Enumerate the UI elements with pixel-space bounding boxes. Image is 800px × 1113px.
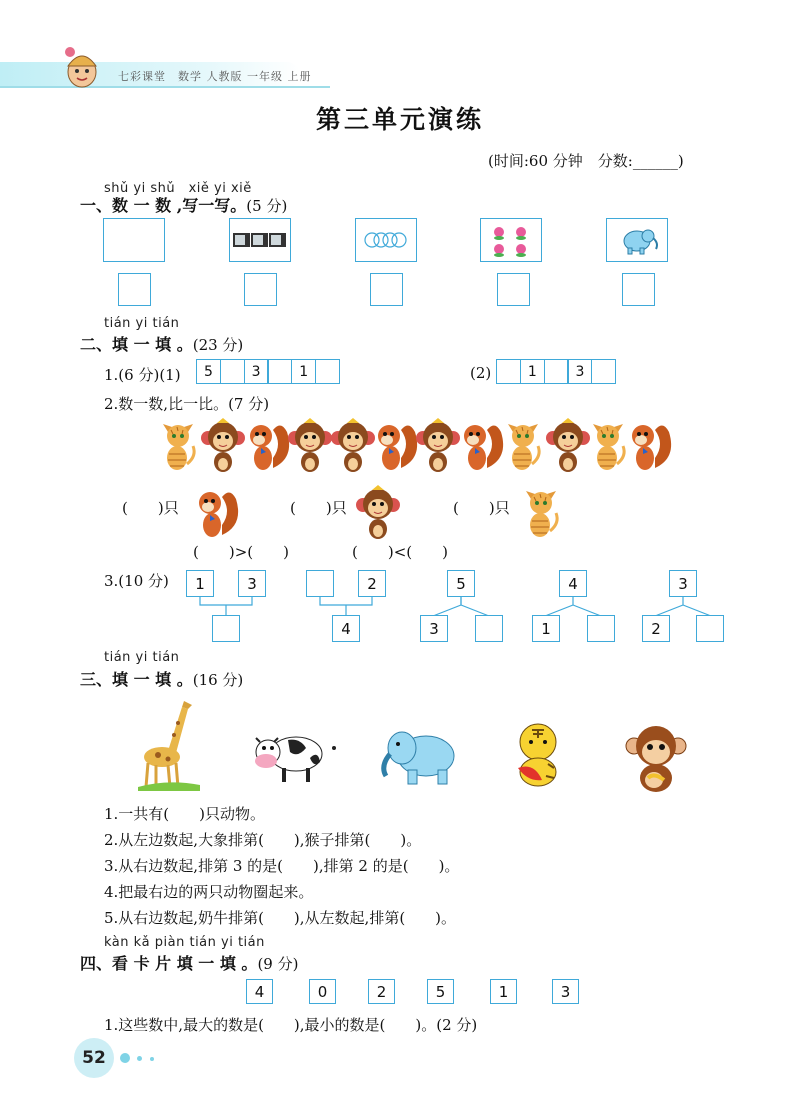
seq-cell[interactable]: 3 — [244, 359, 269, 384]
q3-label: 3.(10 分) — [104, 572, 169, 590]
s3-question-2: 2.从左边数起,大象排第( ),猴子排第( )。 — [104, 831, 422, 849]
bond-cell[interactable] — [306, 570, 334, 597]
footer-dot — [120, 1053, 130, 1063]
blank-monkey-count[interactable]: ( )只 — [290, 499, 347, 517]
s3-question-5: 5.从右边数起,奶牛排第( ),从左数起,排第( )。 — [104, 909, 457, 927]
seq-cell[interactable]: 5 — [196, 359, 221, 384]
page-title: 第三单元演练 — [315, 105, 484, 134]
section1-points: (5 分) — [246, 197, 288, 215]
footer-dot — [137, 1056, 142, 1061]
section2-pinyin: tián yi tián — [104, 316, 180, 331]
bond-cell[interactable] — [475, 615, 503, 642]
tiger-illustration — [508, 720, 574, 792]
s3-question-3: 3.从右边数起,排第 3 的是( ),排第 2 的是( )。 — [104, 857, 460, 875]
section3-heading-text: 三、填 一 填 。 — [80, 670, 193, 689]
bond-cell[interactable]: 3 — [238, 570, 266, 597]
seq-cell[interactable]: 1 — [291, 359, 316, 384]
section3-pinyin: tián yi tián — [104, 650, 180, 665]
s4-question-1: 1.这些数中,最大的数是( ),最小的数是( )。(2 分) — [104, 1016, 478, 1034]
bond-cell[interactable]: 1 — [532, 615, 560, 642]
page-number: 52 — [82, 1048, 106, 1068]
q1-label: 1.(6 分)(1) — [104, 366, 181, 384]
bond-cell[interactable]: 2 — [358, 570, 386, 597]
footer-dot — [150, 1057, 154, 1061]
giraffe-illustration — [138, 695, 202, 793]
bond-cell[interactable] — [696, 615, 724, 642]
section3-points: (16 分) — [192, 671, 244, 689]
number-card: 5 — [427, 979, 454, 1004]
header-text: 七彩课堂 数学 人教版 一年级 上册 — [118, 70, 312, 83]
section1-pinyin: shǔ yi shǔ xiě yi xiě — [104, 181, 252, 196]
q1-label-2: (2) — [470, 364, 492, 382]
section3-heading — [80, 667, 243, 690]
seq-cell[interactable]: 1 — [520, 359, 545, 384]
number-card: 4 — [246, 979, 273, 1004]
compare-greater[interactable]: ( )>( ) — [193, 543, 289, 561]
section4-pinyin: kàn kǎ piàn tián yi tián — [104, 935, 265, 950]
bond-cell[interactable]: 1 — [186, 570, 214, 597]
blank-squirrel-count[interactable]: ( )只 — [122, 499, 179, 517]
section2-heading-text: 二、填 一 填 。 — [80, 335, 193, 354]
time-score-line: (时间:60 分钟 分数:______) — [488, 152, 684, 170]
bond-cell[interactable]: 4 — [332, 615, 360, 642]
monkey-illustration — [624, 722, 688, 794]
section2-points: (23 分) — [192, 336, 244, 354]
bond-cell[interactable]: 3 — [669, 570, 697, 597]
s3-question-4: 4.把最右边的两只动物圈起来。 — [104, 883, 314, 901]
elephant-illustration — [380, 722, 462, 788]
bond-cell[interactable] — [212, 615, 240, 642]
section4-heading — [80, 951, 298, 974]
number-card: 1 — [490, 979, 517, 1004]
bond-cell[interactable]: 4 — [559, 570, 587, 597]
number-card: 0 — [309, 979, 336, 1004]
q2-label: 2.数一数,比一比。(7 分) — [104, 395, 270, 413]
section4-heading-text: 四、看 卡 片 填 一 填 。 — [80, 954, 258, 973]
bond-cell[interactable] — [587, 615, 615, 642]
s3-question-1: 1.一共有( )只动物。 — [104, 805, 266, 823]
number-card: 3 — [552, 979, 579, 1004]
blank-cat-count[interactable]: ( )只 — [453, 499, 510, 517]
seq-cell[interactable]: 3 — [567, 359, 592, 384]
number-card: 2 — [368, 979, 395, 1004]
bond-cell[interactable]: 2 — [642, 615, 670, 642]
bond-cell[interactable]: 3 — [420, 615, 448, 642]
cow-illustration — [248, 728, 338, 790]
section4-points: (9 分) — [257, 955, 299, 973]
section1-heading-text: 一、数 一 数 ,写一写。 — [80, 196, 247, 215]
compare-less[interactable]: ( )<( ) — [352, 543, 448, 561]
bond-cell[interactable]: 5 — [447, 570, 475, 597]
